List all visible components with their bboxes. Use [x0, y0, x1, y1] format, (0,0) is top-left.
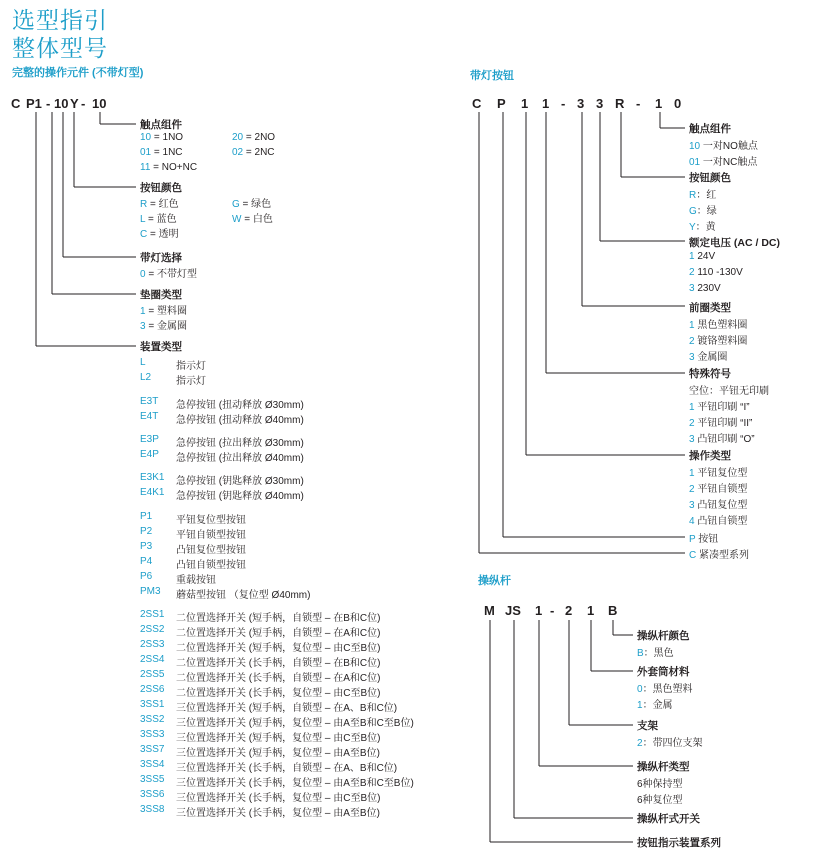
device-desc: 急停按钮 (拉出释放 Ø40mm)	[176, 453, 304, 464]
option-item: W = 白色	[232, 214, 273, 225]
device-code: E4T	[140, 411, 159, 422]
option-item: B：黑色	[637, 648, 674, 659]
option-item: G：绿	[689, 206, 717, 217]
option-item: 10 一对NO触点	[689, 141, 758, 152]
option-item: C = 透明	[140, 229, 179, 240]
device-desc: 三位置选择开关 (长手柄，复位型 – 由A至B和C至B位)	[176, 778, 414, 789]
option-item: 1 24V	[689, 251, 716, 262]
code-char: P	[497, 96, 506, 111]
device-code: E3T	[140, 396, 159, 407]
joystick-section-title: 操纵杆	[478, 575, 511, 587]
device-desc: 凸钮自锁型按钮	[176, 560, 246, 571]
option-item: 2 110 -130V	[689, 267, 743, 278]
device-code: 2SS2	[140, 624, 165, 635]
option-item: 1 平钮印刷 “I”	[689, 402, 750, 413]
series-heading: 按钮指示装置系列	[637, 837, 721, 849]
option-item: 2 平钮自锁型	[689, 484, 748, 495]
option-item: 3 凸钮印刷 “O”	[689, 434, 755, 445]
code-char: -	[46, 96, 51, 111]
operation-heading: 操作类型	[689, 450, 731, 462]
code-char: 1	[655, 96, 663, 111]
device-code: E3P	[140, 434, 159, 445]
code-char: JS	[505, 603, 521, 618]
option-item: 3 金属圈	[689, 352, 728, 363]
code-char: 3	[596, 96, 604, 111]
device-desc: 重载按钮	[176, 575, 216, 586]
option-item: R：红	[689, 190, 717, 201]
device-code: 2SS5	[140, 669, 165, 680]
device-desc: 指示灯	[176, 361, 206, 372]
lit-contacts-heading: 触点组件	[689, 123, 731, 135]
device-desc: 急停按钮 (钥匙释放 Ø40mm)	[176, 491, 304, 502]
option-item: C 紧凑型系列	[689, 550, 750, 561]
gasket-heading: 垫圈类型	[140, 289, 182, 301]
device-code: 3SS7	[140, 744, 165, 755]
contacts-heading: 触点组件	[140, 119, 182, 131]
device-desc: 急停按钮 (扭动释放 Ø40mm)	[176, 415, 304, 426]
option-item: 11 = NO+NC	[140, 162, 198, 173]
device-desc: 急停按钮 (扭动释放 Ø30mm)	[176, 400, 304, 411]
device-desc: 二位置选择开关 (长手柄，复位型 – 由C至B位)	[176, 688, 381, 699]
option-item: 1 黑色塑料圈	[689, 320, 748, 331]
device-code: 3SS6	[140, 789, 165, 800]
device-desc: 三位置选择开关 (长手柄，复位型 – 由A至B位)	[176, 808, 380, 819]
device-code: 3SS4	[140, 759, 165, 770]
special-blank: 空位：平钮无印刷	[689, 386, 769, 397]
code-char: 1	[521, 96, 529, 111]
code-char: -	[81, 96, 86, 111]
code-char: P1	[26, 96, 42, 111]
special-heading: 特殊符号	[689, 368, 731, 380]
option-item: 2 镀铬塑料圈	[689, 336, 748, 347]
option-item: R = 红色	[140, 199, 179, 210]
code-char: 1	[542, 96, 550, 111]
option-item: 4 凸钮自锁型	[689, 516, 748, 527]
device-code: P2	[140, 526, 153, 537]
option-item: P 按钮	[689, 534, 719, 545]
device-code: PM3	[140, 586, 161, 597]
option-item: 1 平钮复位型	[689, 468, 748, 479]
code-char: 1	[535, 603, 543, 618]
device-code: E3K1	[140, 472, 165, 483]
device-desc: 凸钮复位型按钮	[176, 545, 246, 556]
device-code: 2SS1	[140, 609, 165, 620]
device-desc: 二位置选择开关 (短手柄，自锁型 – 在A和C位)	[176, 628, 381, 639]
code-char: -	[561, 96, 566, 111]
option-item: 2：带四位支架	[637, 738, 703, 749]
device-desc: 急停按钮 (拉出释放 Ø30mm)	[176, 438, 304, 449]
option-item: G = 绿色	[232, 199, 272, 210]
device-desc: 平钮自锁型按钮	[176, 530, 246, 541]
device-desc: 二位置选择开关 (长手柄，自锁型 – 在A和C位)	[176, 673, 381, 684]
device-code: 3SS8	[140, 804, 165, 815]
code-char: -	[550, 603, 555, 618]
device-code: P6	[140, 571, 153, 582]
option-item: 6种复位型	[637, 795, 683, 806]
device-code: 2SS4	[140, 654, 165, 665]
joystick-color-heading: 操纵杆颜色	[637, 630, 690, 642]
device-desc: 平钮复位型按钮	[176, 515, 246, 526]
device-desc: 三位置选择开关 (短手柄，自锁型 – 在A、B和C位)	[176, 703, 398, 714]
option-item: 1：金属	[637, 700, 673, 711]
device-desc: 二位置选择开关 (短手柄，复位型 – 由C至B位)	[176, 643, 381, 654]
device-desc: 三位置选择开关 (短手柄，复位型 – 由A至B和C至B位)	[176, 718, 414, 729]
device-code: 3SS2	[140, 714, 165, 725]
device-desc: 蘑菇型按钮 （复位型 Ø40mm)	[176, 590, 311, 601]
code-char: 1	[587, 603, 595, 618]
code-char: R	[615, 96, 625, 111]
joystick-switch-heading: 操纵杆式开关	[637, 813, 700, 825]
device-desc: 三位置选择开关 (短手柄，复位型 – 由C至B位)	[176, 733, 381, 744]
code-char: 10	[54, 96, 69, 111]
device-desc: 急停按钮 (钥匙释放 Ø30mm)	[176, 476, 304, 487]
device-desc: 二位置选择开关 (长手柄，自锁型 – 在B和C位)	[176, 658, 381, 669]
option-item: Y：黄	[689, 222, 716, 233]
joystick-type-heading: 操纵杆类型	[637, 761, 690, 773]
device-desc: 三位置选择开关 (短手柄，复位型 – 由A至B位)	[176, 748, 380, 759]
device-code: 2SS6	[140, 684, 165, 695]
voltage-heading: 额定电压 (AC / DC)	[689, 237, 780, 249]
option-item: 6种保持型	[637, 779, 683, 790]
page-title: 选型指引	[12, 7, 108, 33]
bracket-heading: 支架	[637, 720, 658, 732]
option-item: 3 = 金属圈	[140, 321, 187, 332]
device-code: 3SS5	[140, 774, 165, 785]
option-item: 2 平钮印刷 “II”	[689, 418, 753, 429]
option-item: 3 凸钮复位型	[689, 500, 748, 511]
device-code: 3SS1	[140, 699, 165, 710]
sleeve-heading: 外套筒材料	[637, 666, 690, 678]
code-char: 0	[674, 96, 682, 111]
option-item: 0 = 不带灯型	[140, 269, 197, 280]
option-item: 02 = 2NC	[232, 147, 275, 158]
code-char: 2	[565, 603, 573, 618]
option-item: 10 = 1NO	[140, 132, 184, 143]
lit-color-heading: 按钮颜色	[689, 172, 731, 184]
option-item: L = 蓝色	[140, 214, 177, 225]
code-char: B	[608, 603, 618, 618]
code-char: -	[636, 96, 641, 111]
page-subtitle: 整体型号	[12, 35, 108, 61]
left-section-title: 完整的操作元件 (不带灯型)	[12, 67, 144, 79]
device-code: L2	[140, 372, 152, 383]
device-heading: 装置类型	[140, 341, 182, 353]
lamp-heading: 带灯选择	[140, 252, 182, 264]
bezel-heading: 前圈类型	[689, 302, 731, 314]
option-item: 1 = 塑料圈	[140, 306, 187, 317]
option-item: 01 一对NC触点	[689, 157, 758, 168]
option-item: 3 230V	[689, 283, 721, 294]
device-code: 2SS3	[140, 639, 165, 650]
device-desc: 二位置选择开关 (短手柄，自锁型 – 在B和C位)	[176, 613, 381, 624]
right-section-title: 带灯按钮	[470, 70, 514, 82]
device-desc: 三位置选择开关 (长手柄，复位型 – 由C至B位)	[176, 793, 381, 804]
device-code: P4	[140, 556, 153, 567]
device-desc: 指示灯	[176, 376, 206, 387]
device-code: P1	[140, 511, 153, 522]
option-item: 20 = 2NO	[232, 132, 276, 143]
device-code: E4P	[140, 449, 159, 460]
option-item: 01 = 1NC	[140, 147, 183, 158]
option-item: 0：黑色塑料	[637, 684, 693, 695]
color-heading: 按钮颜色	[140, 182, 182, 194]
device-code: P3	[140, 541, 153, 552]
code-char: Y	[70, 96, 79, 111]
code-char: 10	[92, 96, 107, 111]
device-code: L	[140, 357, 146, 368]
code-char: C	[472, 96, 482, 111]
code-char: 3	[577, 96, 585, 111]
device-desc: 三位置选择开关 (长手柄，自锁型 – 在A、B和C位)	[176, 763, 398, 774]
device-code: 3SS3	[140, 729, 165, 740]
code-char: C	[11, 96, 21, 111]
device-code: E4K1	[140, 487, 165, 498]
code-char: M	[484, 603, 495, 618]
